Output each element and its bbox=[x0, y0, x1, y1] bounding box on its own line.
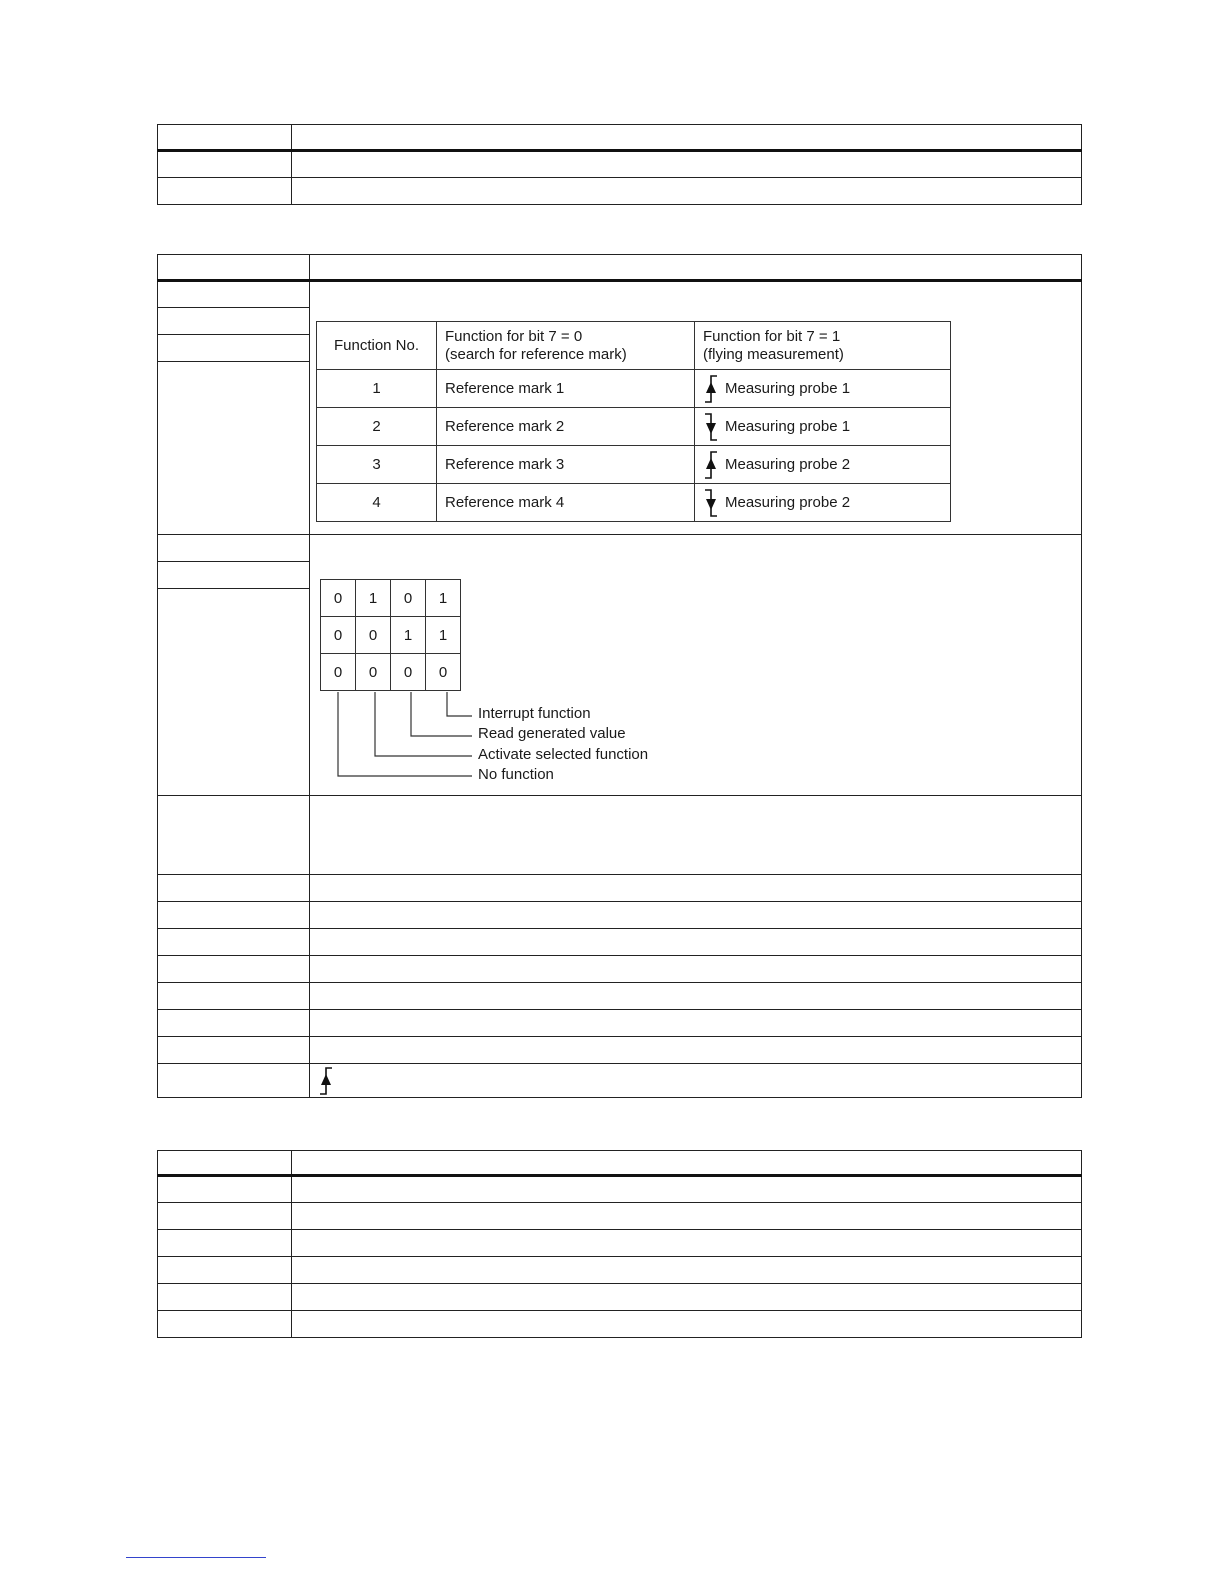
table-row bbox=[317, 484, 951, 522]
bit-cell: 1 bbox=[426, 617, 461, 654]
bit0-function: Reference mark 3 bbox=[437, 446, 695, 484]
bit1-function bbox=[695, 370, 951, 408]
falling-edge-icon bbox=[703, 488, 719, 518]
bit-cell: 0 bbox=[391, 654, 426, 691]
bit-cell: 0 bbox=[426, 654, 461, 691]
header-bit7-0 bbox=[437, 322, 695, 370]
function-table bbox=[316, 321, 951, 522]
bit0-function: Reference mark 2 bbox=[437, 408, 695, 446]
probe-label: Measuring probe 1 bbox=[725, 379, 851, 397]
bit-cell: 0 bbox=[321, 617, 356, 654]
legend-interrupt: Interrupt function bbox=[478, 705, 591, 722]
header-bit7-1-line1: Function for bit 7 = 1 bbox=[703, 327, 841, 345]
probe-label: Measuring probe 2 bbox=[725, 493, 851, 511]
legend-read: Read generated value bbox=[478, 725, 626, 742]
table-bottom bbox=[157, 1150, 1082, 1338]
bit-row bbox=[321, 580, 461, 617]
table-row bbox=[317, 370, 951, 408]
header-bit7-0-line1: Function for bit 7 = 0 bbox=[445, 327, 583, 345]
table-row bbox=[317, 446, 951, 484]
header-bit7-1 bbox=[695, 322, 951, 370]
bit-cell: 1 bbox=[391, 617, 426, 654]
bit-cell: 1 bbox=[356, 580, 391, 617]
rising-edge-icon bbox=[703, 374, 719, 404]
rising-edge-icon bbox=[703, 450, 719, 480]
bit-cell: 0 bbox=[356, 617, 391, 654]
falling-edge-icon bbox=[703, 412, 719, 442]
legend-activate: Activate selected function bbox=[478, 746, 649, 763]
bit-cell: 1 bbox=[426, 580, 461, 617]
bit-cell: 0 bbox=[356, 654, 391, 691]
bit-cell: 0 bbox=[391, 580, 426, 617]
bit-grid bbox=[320, 579, 461, 691]
function-no: 2 bbox=[317, 408, 437, 446]
table-row bbox=[317, 408, 951, 446]
probe-label: Measuring probe 1 bbox=[725, 417, 851, 435]
bit-row bbox=[321, 617, 461, 654]
bit1-function bbox=[695, 446, 951, 484]
function-no: 1 bbox=[317, 370, 437, 408]
footnote-separator bbox=[126, 1557, 266, 1558]
header-bit7-0-line2: (search for reference mark) bbox=[445, 345, 627, 363]
function-no: 4 bbox=[317, 484, 437, 522]
function-no: 3 bbox=[317, 446, 437, 484]
legend-no-function: No function bbox=[478, 766, 554, 783]
bit1-function bbox=[695, 408, 951, 446]
bit-cell: 0 bbox=[321, 580, 356, 617]
bit0-function: Reference mark 1 bbox=[437, 370, 695, 408]
bit-row bbox=[321, 654, 461, 691]
probe-label: Measuring probe 2 bbox=[725, 455, 851, 473]
bit-cell: 0 bbox=[321, 654, 356, 691]
table-top bbox=[157, 124, 1082, 205]
bit1-function bbox=[695, 484, 951, 522]
bit0-function: Reference mark 4 bbox=[437, 484, 695, 522]
bit-legend-lines bbox=[330, 692, 490, 782]
header-function-no: Function No. bbox=[317, 322, 437, 370]
rising-edge-icon bbox=[318, 1066, 334, 1096]
header-bit7-1-line2: (flying measurement) bbox=[703, 345, 844, 363]
